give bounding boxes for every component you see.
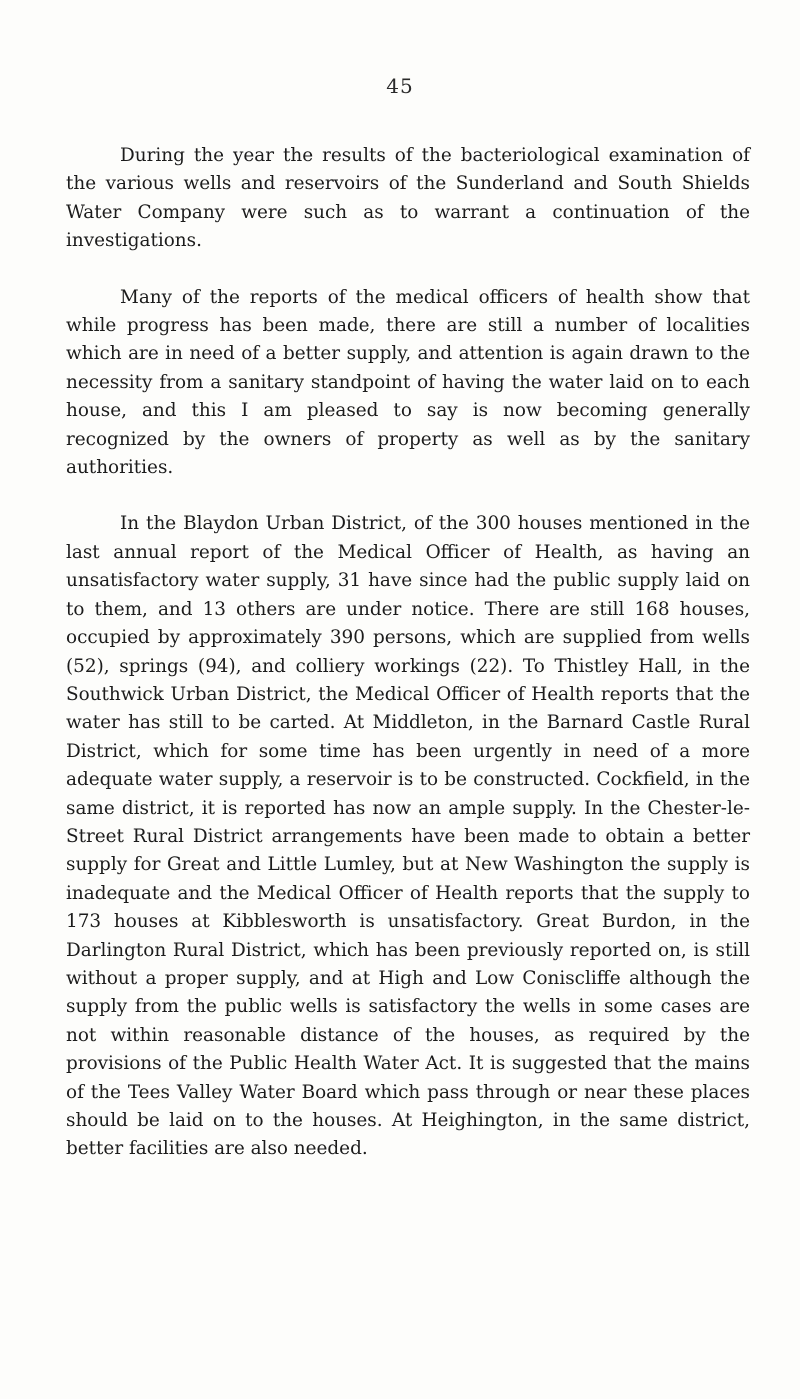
paragraph-bacteriological-examination: During the year the results of the bacteriological examination of the various wells and reservoirs of the Sunderland and South Shields Water Company were such as to warrant a continuation of the investigations. <box>66 145 750 252</box>
body-text <box>66 142 750 1164</box>
paragraph-district-supplies: In the Blaydon Urban District, of the 300 houses mentioned in the last annual report of the Medical Officer of Health, as having an unsatisfactory water supply, 31 have since had the public supply laid on to them, and 13 others are under notice. There are still 168 houses, occupied by approximately 390 persons, which are supplied from wells (52), springs (94), and colliery workings (22). To Thistley Hall, in the Southwick Urban District, the Medical Officer of Health reports that the water has still to be carted. At Middleton, in the Barnard Castle Rural District, which for some time has been urgently in need of a more adequate water supply, a reservoir is to be constructed. Cockfield, in the same district, it is reported has now an ample supply. In the Chester-le-Street Rural District arrangements have been made to obtain a better supply for Great and Little Lumley, but at New Washington the supply is inadequate and the Medical Officer of Health reports that the supply to 173 houses at Kibblesworth is unsatisfactory. Great Burdon, in the Darlington Rural District, which has been previously reported on, is still without a proper supply, and at High and Low Coniscliffe although the supply from the public wells is satisfactory the wells in some cases are not within reasonable distance of the houses, as required by the provisions of the Public Health Water Act. It is suggested that the mains of the Tees Valley Water Board which pass through or near these places should be laid on to the houses. At Heighington, in the same district, better facilities are also needed. <box>66 513 750 1160</box>
paragraph-medical-officers-reports: Many of the reports of the medical officers of health show that while progress has been made, there are still a number of localities which are in need of a better supply, and attention is again drawn to the necessity from a sanitary standpoint of having the water laid on to each house, and this I am pleased to say is now becoming generally recognized by the owners of property as well as by the sanitary authorities. <box>66 286 750 479</box>
page-number: 45 <box>386 74 414 98</box>
